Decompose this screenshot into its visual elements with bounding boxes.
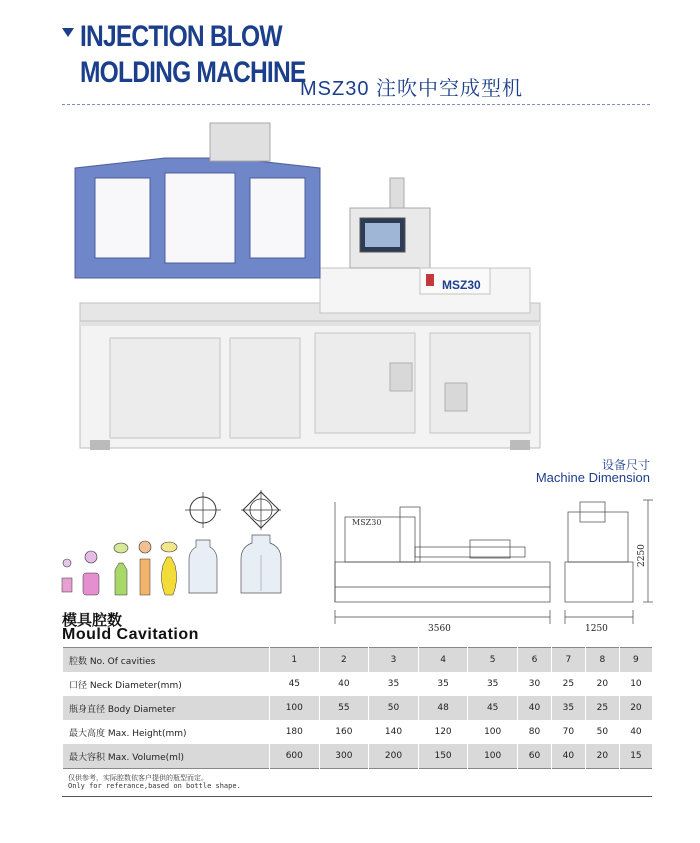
table-cell: 35 <box>418 672 468 696</box>
table-row <box>63 720 653 744</box>
table-row <box>63 672 653 696</box>
table-cell: 15 <box>619 744 652 769</box>
table-cell: 100 <box>270 696 320 720</box>
table-cell: 5 <box>468 648 518 673</box>
table-cell: 4 <box>418 648 468 673</box>
table-row <box>63 744 653 769</box>
model-title: MSZ30 注吹中空成型机 <box>300 78 524 100</box>
triangle-down-icon <box>62 28 74 37</box>
table-cell: 20 <box>619 696 652 720</box>
table-cell: 160 <box>319 720 369 744</box>
table-cell: 55 <box>319 696 369 720</box>
dimension-label-cn: 设备尺寸 <box>601 458 650 472</box>
table-cell: 48 <box>418 696 468 720</box>
title-line-1: INJECTION BLOW <box>80 20 282 53</box>
height-label: 2250 <box>637 544 647 567</box>
table-cell: 40 <box>551 744 585 769</box>
table-cell: 120 <box>418 720 468 744</box>
table-cell: 50 <box>369 696 419 720</box>
table-cell: 60 <box>517 744 551 769</box>
length-label: 3560 <box>428 624 451 634</box>
width-label: 1250 <box>585 624 608 634</box>
table-cell: 200 <box>369 744 419 769</box>
row-label: 最大高度 Max. Height(mm) <box>63 720 270 744</box>
table-cell: 25 <box>551 672 585 696</box>
table-cell: 300 <box>319 744 369 769</box>
table-cell: 40 <box>619 720 652 744</box>
table-cell: 25 <box>585 696 619 720</box>
header-divider <box>62 104 650 105</box>
table-cell: 3 <box>369 648 419 673</box>
table-cell: 180 <box>270 720 320 744</box>
table-cell: 40 <box>517 696 551 720</box>
table-cell: 70 <box>551 720 585 744</box>
row-label: 腔数 No. Of cavities <box>63 648 270 673</box>
table-cell: 20 <box>585 744 619 769</box>
mould-cavitation-label-cn: 模具腔数 <box>62 611 123 629</box>
note-en: Only for referance,based on bottle shape. <box>68 782 241 790</box>
table-cell: 100 <box>468 744 518 769</box>
row-label: 最大容积 Max. Volume(ml) <box>63 744 270 769</box>
table-cell: 140 <box>369 720 419 744</box>
table-cell: 20 <box>585 672 619 696</box>
table-cell: 8 <box>585 648 619 673</box>
table-cell: 40 <box>319 672 369 696</box>
table-cell: 7 <box>551 648 585 673</box>
table-cell: 50 <box>585 720 619 744</box>
table-cell: 6 <box>517 648 551 673</box>
table-cell: 600 <box>270 744 320 769</box>
table-cell: 45 <box>270 672 320 696</box>
mould-cavitation-label-en: Mould Cavitation <box>62 626 199 643</box>
table-cell: 1 <box>270 648 320 673</box>
dimension-drawings <box>330 492 655 637</box>
dimension-label-en: Machine Dimension <box>535 470 650 485</box>
row-label: 口径 Neck Diameter(mm) <box>63 672 270 696</box>
table-cell: 35 <box>369 672 419 696</box>
machine-brand-label: MSZ30 <box>442 278 481 292</box>
table-cell: 45 <box>468 696 518 720</box>
table-cell: 9 <box>619 648 652 673</box>
drawing-model-label: MSZ30 <box>352 518 382 527</box>
table-cell: 10 <box>619 672 652 696</box>
table-cell: 2 <box>319 648 369 673</box>
table-cell: 80 <box>517 720 551 744</box>
table-row <box>63 696 653 720</box>
table-cell: 30 <box>517 672 551 696</box>
footer-divider <box>62 796 652 797</box>
bottle-illustrations <box>55 485 285 600</box>
note-cn: 仅供参考，实际腔数依客户提供的瓶型而定。 <box>68 774 208 782</box>
spec-table <box>62 647 652 769</box>
table-cell: 150 <box>418 744 468 769</box>
row-label: 瓶身直径 Body Diameter <box>63 696 270 720</box>
table-cell: 35 <box>551 696 585 720</box>
table-cell: 35 <box>468 672 518 696</box>
table-cell: 100 <box>468 720 518 744</box>
title-line-2: MOLDING MACHINE <box>80 56 306 89</box>
table-row <box>63 648 653 673</box>
